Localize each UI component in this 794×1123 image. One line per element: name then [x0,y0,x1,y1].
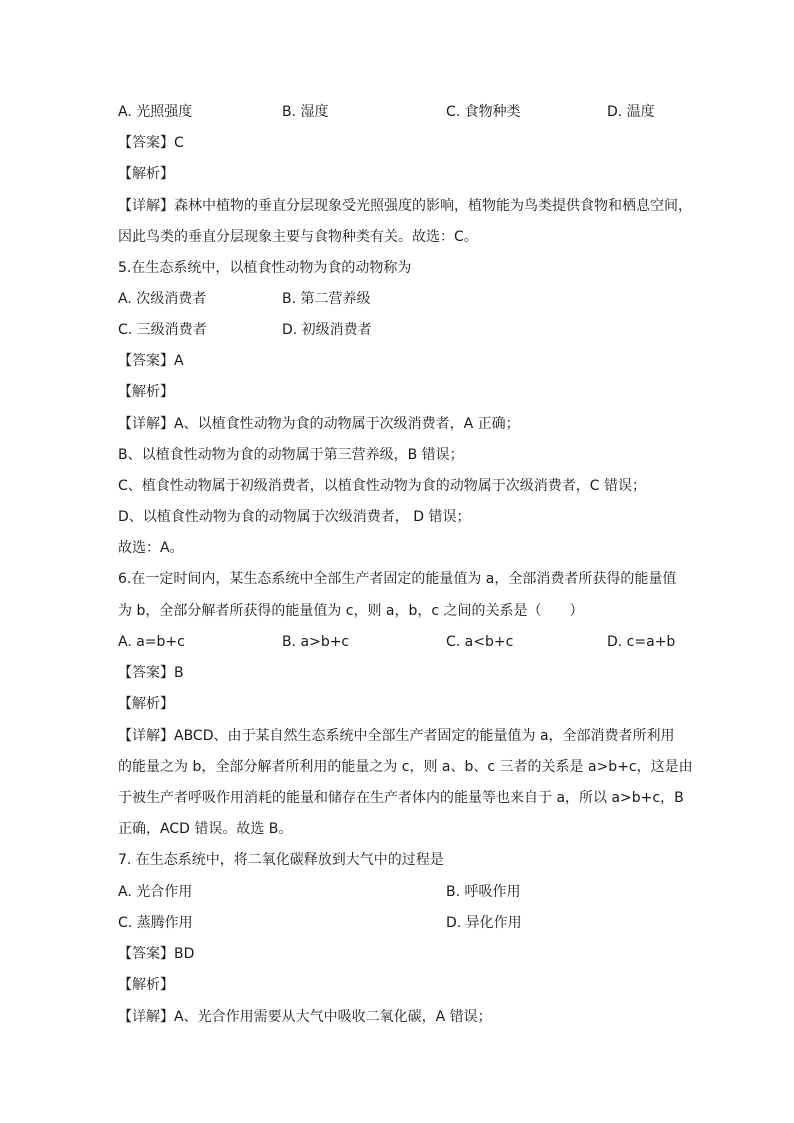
q4-option-b: B. 湿度 [282,104,329,120]
q6-question-line-1: 6.在一定时间内，某生态系统中全部生产者固定的能量值为 a，全部消费者所获得的能量值 [118,571,677,587]
q4-answer: 【答案】C [118,135,184,151]
q4-detail-line-1: 【详解】森林中植物的垂直分层现象受光照强度的影响，植物能为鸟类提供食物和栖息空间， [118,198,692,214]
q7-option-c: C. 蒸腾作用 [118,915,193,931]
q6-question-line-2: 为 b，全部分解者所获得的能量值为 c，则 a，b，c 之间的关系是（ ） [118,603,584,619]
q7-option-b: B. 呼吸作用 [446,884,521,900]
q4-detail-line-2: 因此鸟类的垂直分层现象主要与食物种类有关。故选：C。 [118,229,478,245]
q7-analysis-label: 【解析】 [118,977,174,993]
q7-answer: 【答案】BD [118,946,195,962]
q5-option-b: B. 第二营养级 [282,291,371,307]
q5-answer: 【答案】A [118,353,184,369]
q6-detail-line-4: 正确，ACD 错误。故选 B。 [118,821,293,837]
q5-detail-line-1: 【详解】A、以植食性动物为食的动物属于次级消费者，A 正确； [118,416,520,432]
q6-option-c: C. a<b+c [446,634,514,650]
q5-option-a: A. 次级消费者 [118,291,207,307]
q6-option-b: B. a>b+c [282,634,350,650]
q6-option-d: D. c=a+b [607,634,676,650]
q7-option-d: D. 异化作用 [446,915,522,931]
q5-option-c: C. 三级消费者 [118,322,207,338]
q6-analysis-label: 【解析】 [118,696,174,712]
q5-detail-line-2: B、以植食性动物为食的动物属于第三营养级，B 错误； [118,447,464,463]
q5-analysis-label: 【解析】 [118,384,174,400]
q5-option-d: D. 初级消费者 [282,322,372,338]
q5-detail-line-3: C、植食性动物属于初级消费者，以植食性动物为食的动物属于次级消费者，C 错误； [118,478,646,494]
q6-option-a: A. a=b+c [118,634,185,650]
q7-option-a: A. 光合作用 [118,884,193,900]
q6-answer: 【答案】B [118,665,184,681]
q7-question: 7. 在生态系统中，将二氧化碳释放到大气中的过程是 [118,852,444,868]
q4-option-a: A. 光照强度 [118,104,193,120]
q6-detail-line-1: 【详解】ABCD、由于某自然生态系统中全部生产者固定的能量值为 a，全部消费者所利用 [118,728,675,744]
q4-option-d: D. 温度 [607,104,655,120]
q7-detail-line-1: 【详解】A、光合作用需要从大气中吸收二氧化碳，A 错误； [118,1009,492,1025]
q5-detail-line-4: D、以植食性动物为食的动物属于次级消费者， D 错误； [118,509,471,525]
q6-detail-line-3: 于被生产者呼吸作用消耗的能量和储存在生产者体内的能量等也来自于 a，所以 a>b+c，B [118,790,684,806]
q4-option-c: C. 食物种类 [446,104,521,120]
q5-question: 5.在生态系统中，以植食性动物为食的动物称为 [118,260,412,276]
q5-detail-line-5: 故选：A。 [118,540,184,556]
q4-analysis-label: 【解析】 [118,166,174,182]
q6-detail-line-2: 的能量之为 b，全部分解者所利用的能量之为 c，则 a、b、c 三者的关系是 a>b+c，这是由 [118,759,693,775]
